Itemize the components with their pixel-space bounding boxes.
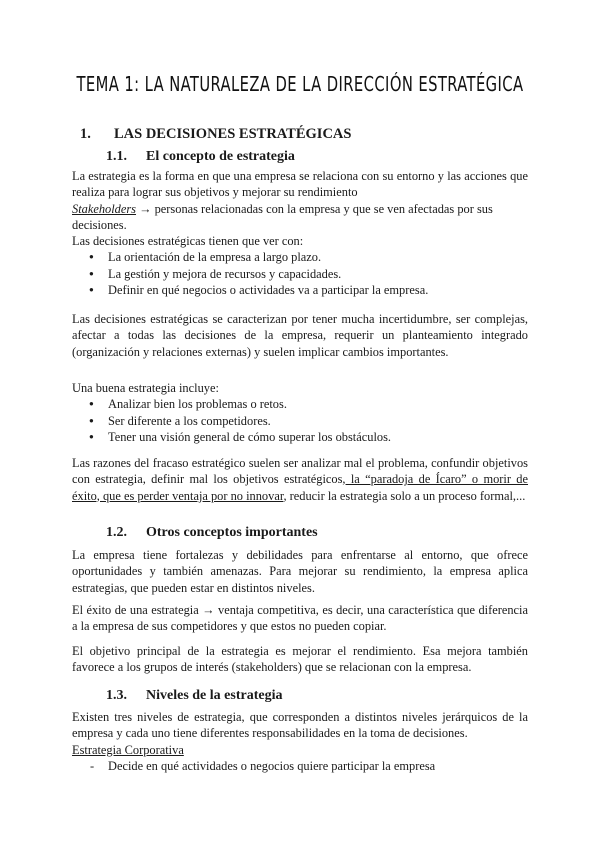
subsection-label: Niveles de la estrategia: [146, 688, 283, 703]
list-item: ● La gestión y mejora de recursos y capacidades.: [72, 266, 528, 282]
subsection-number: 1.3.: [106, 688, 127, 703]
list-item: ● Tener una visión general de cómo superar los obstáculos.: [72, 429, 528, 445]
paragraph-success: El éxito de una estrategia → ventaja competitiva, es decir, una característica que diferencia a la empresa de sus competidores y que estos no pueden copiar.: [72, 603, 528, 634]
subsection-label: Otros conceptos importantes: [146, 525, 318, 540]
section-label: LAS DECISIONES ESTRATÉGICAS: [114, 126, 352, 142]
levels-block: [72, 709, 528, 774]
list-item: ● La orientación de la empresa a largo plazo.: [72, 249, 528, 265]
subsection-heading-1-1: [106, 149, 295, 165]
paragraph-stakeholders: [72, 201, 528, 234]
paragraph-characteristics: Las decisiones estratégicas se caracterizan por tener mucha incertidumbre, ser complejas, afectar a todas las decisiones de la empresa, requerir un planteamiento integrado (organización y relaciones externas) y suelen implicar cambios importantes.: [72, 312, 528, 359]
page-title: TEMA 1: LA NATURALEZA DE LA DIRECCIÓN ESTRATÉGICA: [76, 72, 524, 96]
list-item: - Decide en qué actividades o negocios quiere participar la empresa: [72, 758, 528, 774]
subsection-heading-1-3: [106, 688, 282, 704]
subsection-heading-1-2: [106, 525, 318, 541]
paragraph-objective: El objetivo principal de la estrategia es mejorar el rendimiento. Esa mejora también favorece a los grupos de interés (stakeholders) que se relacionan con la empresa.: [72, 644, 528, 675]
paragraph-levels: Existen tres niveles de estrategia, que corresponden a distintos niveles jerárquicos de la empresa y cada uno tiene diferentes responsabilidades en la toma de decisiones.: [72, 710, 528, 741]
paragraph-concept: La estrategia es la forma en que una empresa se relaciona con su entorno y las acciones que realiza para lograr sus objetivos y mejorar su rendimiento: [72, 169, 528, 200]
section-number: 1.: [80, 126, 91, 142]
decisions-list: [72, 249, 528, 298]
paragraph-strengths: La empresa tiene fortalezas y debilidades para enfrentarse al entorno, que ofrece oportunidades y también amenazas. Para mejorar su rendimiento, la empresa aplica estrategias, que pueden estar en distintos niveles.: [72, 548, 528, 595]
section-heading-1: [80, 126, 351, 143]
paragraph-good-intro: Una buena estrategia incluye:: [72, 381, 219, 395]
stakeholders-arrow: →: [136, 201, 155, 216]
failure-underlined: la “paradoja de Ícaro” o morir de éxito, que es perder ventaja por no innovar: [72, 472, 529, 503]
corporate-heading-text: Estrategia Corporativa: [72, 742, 184, 757]
stakeholders-term: Stakeholders: [72, 201, 137, 216]
good-strategy-block: [72, 380, 528, 445]
stakeholders-definition: personas relacionadas con la empresa y que se ven afectadas por sus decisiones.: [72, 201, 493, 232]
list-item: ● Definir en qué negocios o actividades va a participar la empresa.: [72, 282, 528, 298]
failure-text: Las razones del fracaso estratégico suelen ser analizar mal el problema, confundir objetivos con estrategia, definir mal los objetivos estratégicos,: [72, 456, 528, 487]
subsection-number: 1.1.: [106, 149, 127, 164]
corporate-heading: [72, 742, 528, 758]
paragraph-decisions-intro: Las decisiones estratégicas tienen que ver con:: [72, 234, 304, 249]
list-item: ● Analizar bien los problemas o retos.: [72, 396, 528, 412]
concept-block: [72, 168, 528, 298]
corporate-list: [72, 758, 528, 774]
paragraph-failure: [72, 455, 528, 504]
subsection-label: El concepto de estrategia: [146, 149, 295, 164]
subsection-number: 1.2.: [106, 525, 127, 540]
good-strategy-list: [72, 396, 528, 445]
list-item: ● Ser diferente a los competidores.: [72, 413, 528, 429]
failure-text-end: , reducir la estrategia solo a un proceso formal,...: [283, 488, 526, 503]
